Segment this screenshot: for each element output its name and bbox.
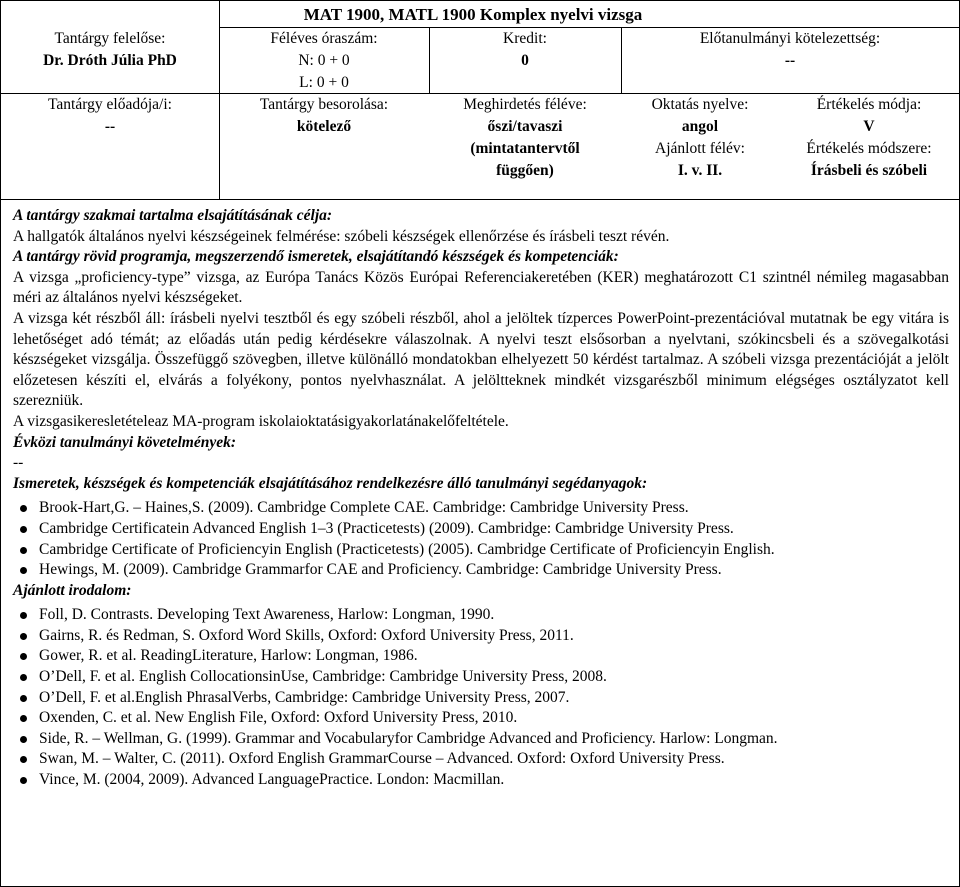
eloado-cell [1,94,219,138]
meghirdetes-value-3: függően) [496,162,554,179]
irodalom-heading: Ajánlott irodalom: [13,581,132,599]
meghirdetes-label: Meghirdetés féléve: [463,96,587,113]
meghirdetes-value: őszi/tavaszi [487,118,563,135]
oraszam-cell [219,28,429,94]
list-item: Hewings, M. (2009). Cambridge Grammarfor CAE and Proficiency. Cambridge: Cambridge University Press. [13,560,949,581]
segedanyag-list [13,498,949,580]
segedanyag-heading: Ismeretek, készségek és kompetenciák elsajátításához rendelkezésre álló tanulmányi segédanyagok: [13,474,648,492]
list-item: Gower, R. et al. ReadingLiterature, Harlow: Longman, 1986. [13,646,949,667]
list-item: O’Dell, F. et al.English PhrasalVerbs, Cambridge: Cambridge University Press, 2007. [13,688,949,709]
kredit-value: 0 [521,52,529,69]
program-paragraph-1: A vizsga „proficiency-type” vizsga, az Európa Tanács Közös Európai Referenciakeretében (KER) meghatározott C1 szintnél némileg magasabban méri az általános nyelvi készségeket. [13,268,949,307]
felelos-cell [1,28,219,72]
list-item: Gairns, R. és Redman, S. Oxford Word Skills, Oxford: Oxford University Press, 2011. [13,626,949,647]
meghirdetes-cell [429,94,621,182]
oraszam-label: Féléves óraszám: [270,30,378,47]
bullet-icon [20,526,27,533]
elotanulmanyi-label: Előtanulmányi kötelezettség: [699,30,881,47]
irodalom-list [13,605,949,790]
list-item: Cambridge Certificate of Proficiencyin English (Practicetests) (2005). Cambridge Certificate of Proficiencyin English. [13,540,949,561]
course-title: MAT 1900, MATL 1900 Komplex nyelvi vizsga [303,5,643,24]
evkozi-heading: Évközi tanulmányi követelmények: [13,433,237,451]
ertekeles-cell [779,94,959,182]
bullet-icon [20,567,27,574]
cel-heading: A tantárgy szakmai tartalma elsajátításának célja: [13,207,333,224]
list-item: Cambridge Certificatein Advanced English 1–3 (Practicetests) (2009). Cambridge: Cambridge University Press. [13,519,949,540]
cel-text: A hallgatók általános nyelvi készségeinek felmérése: szóbeli készségek ellenőrzése és írásbeli teszt révén. [13,227,670,245]
felelos-label: Tantárgy felelőse: [54,30,166,47]
nyelv-label: Oktatás nyelve: [651,96,749,113]
bullet-icon [20,777,27,784]
besorolas-cell [219,94,429,138]
list-item: Vince, M. (2004, 2009). Advanced LanguagePractice. London: Macmillan. [13,770,949,791]
bullet-icon [20,653,27,660]
program-paragraph-2: A vizsga két részből áll: írásbeli nyelvi tesztből és egy szóbeli részből, ahol a jelöltek tízperces PowerPoint-prezentációval mutatnak be egy vitára is lehetőséget adó témát; az előadás után pedig kérdésekre válaszolnak. A nyelvi teszt elsősorban a nyelvtani, szókincsbeli és a szövegalkotási készségeket vizsgálja. Összefüggő szövegben, illetve különálló mondatokban elhelyezett 50 kérdést tartalmaz. A szóbeli vizsga prezentációját a jelölt előzetesen készíti el, elvárás a folyékony, pontos nyelvhasználat. A jelöltteknek mindkét vizsgarészből minimum elégséges osztályzatot kell szerezniük. [13,309,949,410]
modszer-label: Értékelés módszere: [806,140,932,157]
list-item: Swan, M. – Walter, C. (2011). Oxford English GrammarCourse – Advanced. Oxford: Oxford University Press. [13,749,949,770]
eloado-value: -- [104,118,116,135]
kredit-cell [429,28,621,72]
ertekeles-value: V [863,118,875,135]
ajanlott-value: I. v. II. [677,162,723,179]
bullet-icon [20,674,27,681]
elotanulmanyi-value: -- [784,52,796,69]
list-item: Brook-Hart,G. – Haines,S. (2009). Cambridge Complete CAE. Cambridge: Cambridge University Press. [13,498,949,519]
bullet-icon [20,756,27,763]
oraszam-n: N: 0 + 0 [298,52,350,69]
besorolas-value: kötelező [296,118,352,135]
besorolas-label: Tantárgy besorolása: [259,96,389,113]
bullet-icon [20,633,27,640]
bullet-icon [20,612,27,619]
list-item: Side, R. – Wellman, G. (1999). Grammar and Vocabularyfor Cambridge Advanced and Proficiency. Harlow: Longman. [13,729,949,750]
course-header-table [1,1,959,199]
nyelv-cell [621,94,779,182]
header-divider [1,199,959,200]
nyelv-value: angol [681,118,719,135]
elotanulmanyi-cell [621,28,959,72]
oraszam-l: L: 0 + 0 [299,74,349,91]
meghirdetes-value-2: (mintatantervtől [470,140,580,157]
felelos-value: Dr. Dróth Júlia PhD [43,52,177,69]
course-body [13,206,949,791]
program-paragraph-3: A vizsgasikeresletételeaz MA-program iskolaioktatásigyakorlatánakelőfeltétele. [13,412,509,430]
evkozi-text: -- [13,454,24,472]
ajanlott-label: Ajánlott félév: [655,140,745,157]
list-item: O’Dell, F. et al. English CollocationsinUse, Cambridge: Cambridge University Press, 2008. [13,667,949,688]
list-item: Oxenden, C. et al. New English File, Oxford: Oxford University Press, 2010. [13,708,949,729]
bullet-icon [20,715,27,722]
list-item: Foll, D. Contrasts. Developing Text Awareness, Harlow: Longman, 1990. [13,605,949,626]
bullet-icon [20,736,27,743]
bullet-icon [20,547,27,554]
modszer-value: Írásbeli és szóbeli [810,162,928,179]
program-heading: A tantárgy rövid programja, megszerzendő ismeretek, elsajátítandó készségek és kompetenciák: [13,248,619,266]
ertekeles-label: Értékelés módja: [816,96,922,113]
eloado-label: Tantárgy előadója/i: [48,96,172,113]
kredit-label: Kredit: [503,30,547,47]
bullet-icon [20,695,27,702]
bullet-icon [20,505,27,512]
